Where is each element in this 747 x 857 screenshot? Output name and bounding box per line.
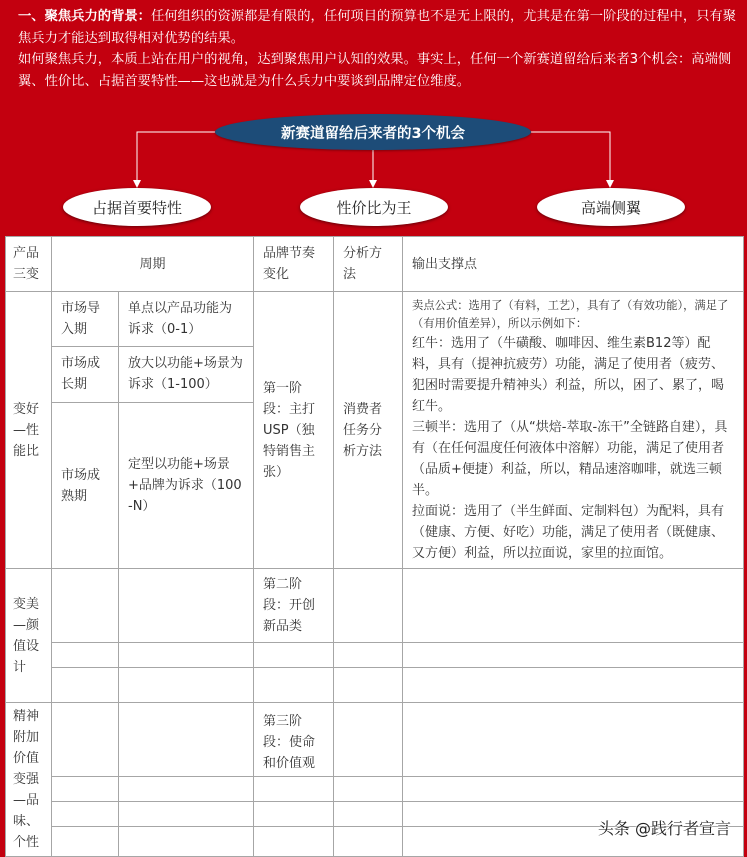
table-row xyxy=(6,292,744,347)
arrow-center-icon xyxy=(369,180,377,188)
output-example-santonban: 三顿半：选用了（从“烘焙-萃取-冻干”全链路自建），具有（在任何温度任何液体中溶解）功能，满足了使用者（品质+便捷）利益，所以，精品速溶咖啡，就选三顿半。 xyxy=(412,420,728,498)
empty-cell xyxy=(403,569,744,643)
intro-paragraph-1 xyxy=(18,6,738,49)
empty-cell xyxy=(119,703,254,777)
empty-cell xyxy=(334,777,403,802)
watermark: 头条 @践行者宣言 xyxy=(597,819,731,838)
table-row xyxy=(6,569,744,643)
table-row xyxy=(6,643,744,668)
empty-cell xyxy=(254,827,334,857)
stage-name: 市场成长期 xyxy=(52,346,119,402)
diagram-leaf-primary-feature: 占据首要特性 xyxy=(63,188,211,226)
diagram-root-node: 新赛道留给后来者的3个机会 xyxy=(215,114,531,150)
empty-cell xyxy=(334,569,403,643)
intro-bold-lead: 一、聚焦兵力的背景： xyxy=(18,9,151,24)
empty-cell xyxy=(254,777,334,802)
empty-cell xyxy=(403,668,744,703)
empty-cell xyxy=(119,569,254,643)
empty-cell xyxy=(254,668,334,703)
group1-brand-rhythm: 第一阶段：主打USP（独特销售主张） xyxy=(254,292,334,569)
output-example-redbull: 红牛：选用了（牛磺酸、咖啡因、维生素B12等）配料，具有（提神抗疲劳）功能，满足了使用者（疲劳、犯困时需要提升精神头）利益，所以，困了、累了，喝红牛。 xyxy=(412,336,725,414)
empty-cell xyxy=(403,703,744,777)
group1-label: 变好—性能比 xyxy=(6,292,52,569)
group2-label: 变美—颜值设计 xyxy=(6,569,52,703)
empty-cell xyxy=(52,777,119,802)
table-row xyxy=(6,703,744,777)
group1-method: 消费者任务分析方法 xyxy=(334,292,403,569)
intro-paragraph-1-text: 任何组织的资源都是有限的，任何项目的预算也不是无上限的，尤其是在第一阶段的过程中，只有聚焦兵力才能达到取得相对优势的结果。 xyxy=(18,9,737,46)
empty-cell xyxy=(119,668,254,703)
empty-cell xyxy=(52,827,119,857)
stage-name: 市场成熟期 xyxy=(52,403,119,569)
empty-cell xyxy=(254,643,334,668)
empty-cell xyxy=(334,827,403,857)
stage-name: 市场导入期 xyxy=(52,292,119,347)
output-example-lamianshuo: 拉面说：选用了（半生鲜面、定制料包）为配料，具有（健康、方便、好吃）功能，满足了使用者（既健康、又方便）利益，所以拉面说，家里的拉面馆。 xyxy=(412,504,725,561)
header-brand-rhythm: 品牌节奏变化 xyxy=(254,237,334,292)
header-product-change: 产品三变 xyxy=(6,237,52,292)
empty-cell xyxy=(403,643,744,668)
empty-cell xyxy=(119,777,254,802)
header-output: 输出支撑点 xyxy=(403,237,744,292)
stage-appeal: 定型以功能+场景+品牌为诉求（100-N） xyxy=(119,403,254,569)
empty-cell xyxy=(52,569,119,643)
group1-output xyxy=(403,292,744,569)
empty-cell xyxy=(334,802,403,827)
table-header-row xyxy=(6,237,744,292)
output-formula: 卖点公式：选用了（有料，工艺），具有了（有效功能），满足了（有用价值差异），所以示例如下： xyxy=(412,299,729,330)
table-row xyxy=(6,668,744,703)
stage-appeal: 放大以功能+场景为诉求（1-100） xyxy=(119,346,254,402)
diagram-leaf-premium-flank: 高端侧翼 xyxy=(537,188,685,226)
diagram-leaf-value-for-money: 性价比为王 xyxy=(300,188,448,226)
empty-cell xyxy=(334,643,403,668)
group3-label: 精神附加价值变强—品味、个性 xyxy=(6,703,52,857)
empty-cell xyxy=(403,777,744,802)
empty-cell xyxy=(52,703,119,777)
empty-cell xyxy=(119,643,254,668)
table-row xyxy=(6,777,744,802)
empty-cell xyxy=(52,802,119,827)
strategy-table xyxy=(5,236,744,857)
intro-text xyxy=(18,6,738,92)
empty-cell xyxy=(119,827,254,857)
empty-cell xyxy=(119,802,254,827)
empty-cell xyxy=(52,668,119,703)
empty-cell xyxy=(52,643,119,668)
group3-brand-rhythm: 第三阶段：使命和价值观 xyxy=(254,703,334,777)
opportunity-diagram xyxy=(0,108,747,236)
empty-cell xyxy=(334,668,403,703)
group2-brand-rhythm: 第二阶段：开创新品类 xyxy=(254,569,334,643)
empty-cell xyxy=(334,703,403,777)
intro-paragraph-2: 如何聚焦兵力，本质上站在用户的视角，达到聚焦用户认知的效果。事实上，任何一个新赛道留给后来者3个机会：高端侧翼、性价比、占据首要特性——这也就是为什么兵力中要谈到品牌定位维度。 xyxy=(18,52,732,89)
arrow-right-icon xyxy=(606,180,614,188)
arrow-left-icon xyxy=(133,180,141,188)
empty-cell xyxy=(254,802,334,827)
stage-appeal: 单点以产品功能为诉求（0-1） xyxy=(119,292,254,347)
header-cycle: 周期 xyxy=(52,237,254,292)
header-method: 分析方法 xyxy=(334,237,403,292)
